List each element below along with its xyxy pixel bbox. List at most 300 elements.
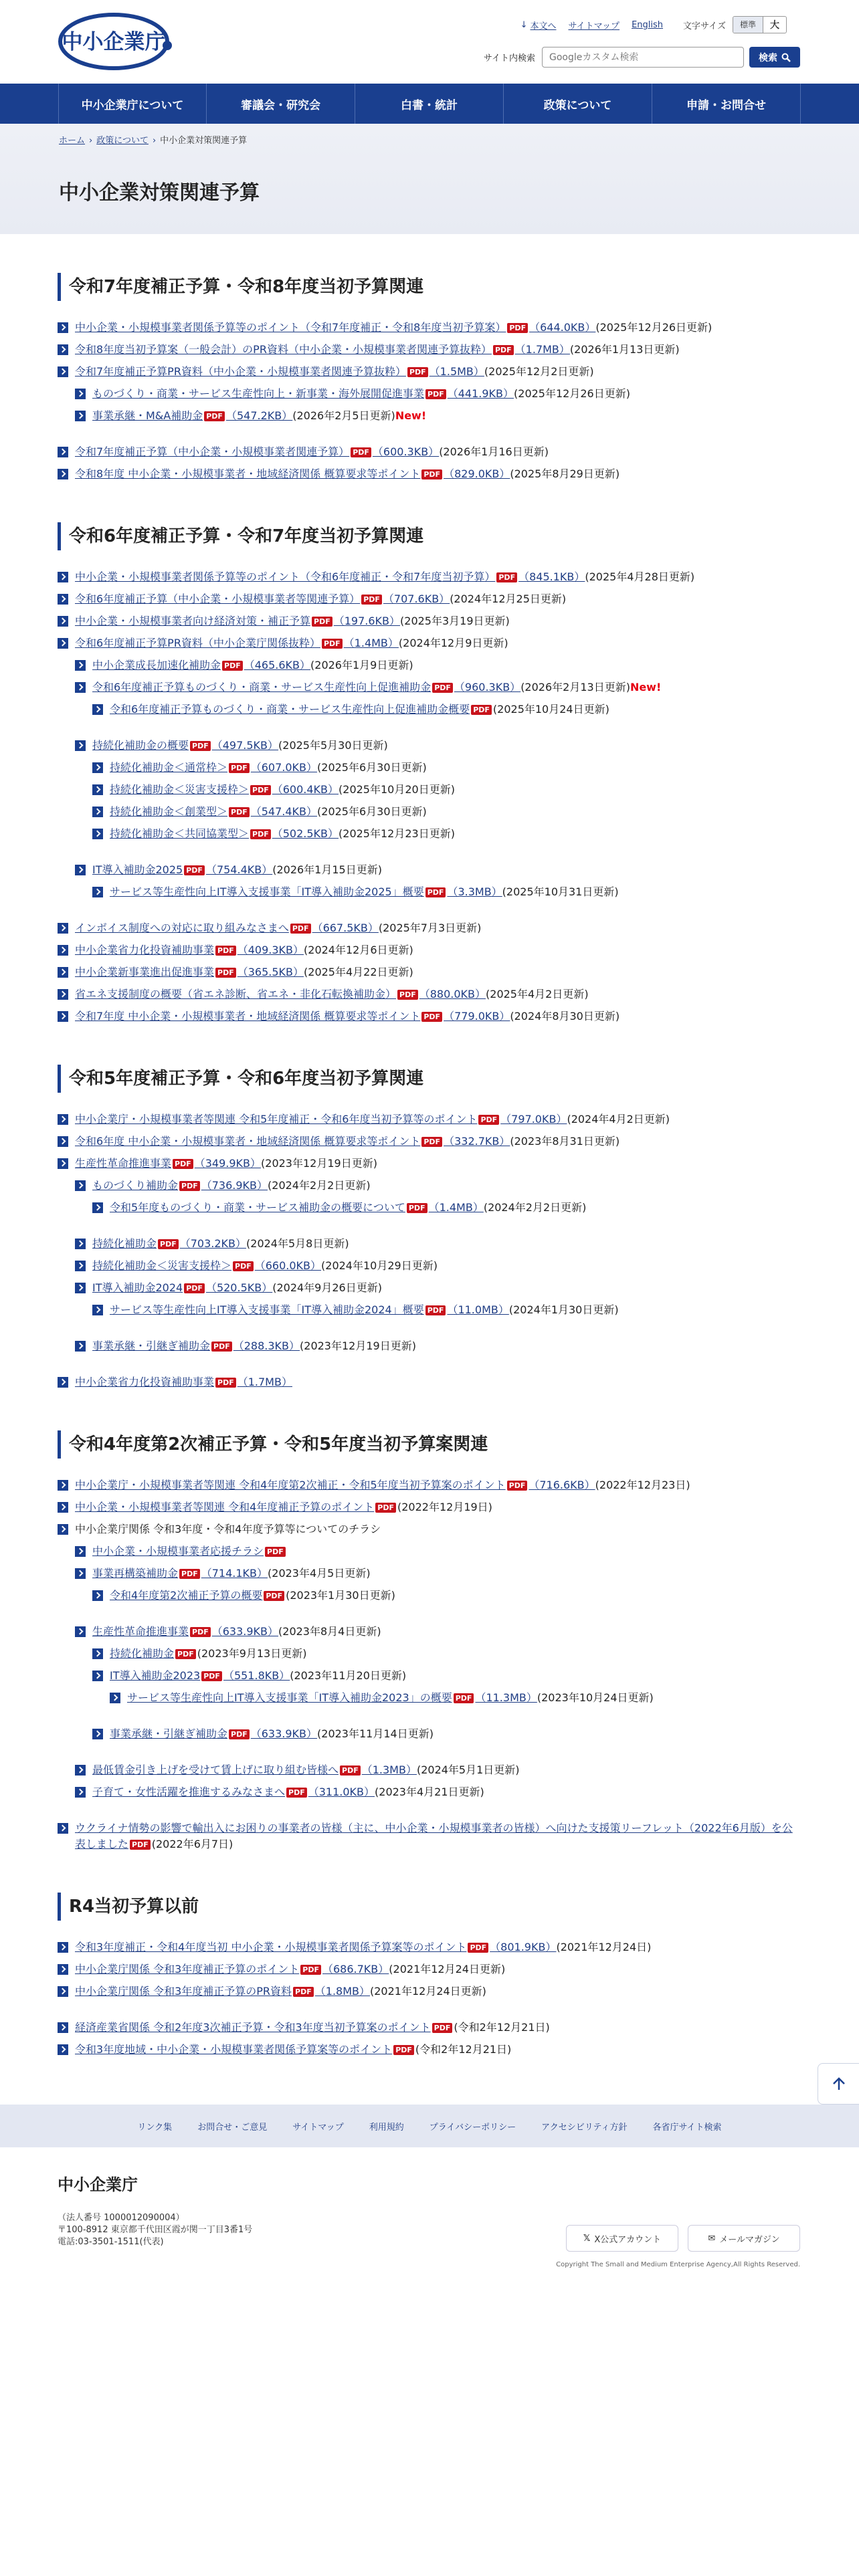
document-link[interactable]: 令和7年度補正予算PR資料（中小企業・小規模事業者関連予算抜粋） — [75, 365, 406, 378]
list-item — [92, 1668, 801, 1706]
file-size[interactable]: （1.8MB） — [314, 1985, 370, 1998]
pdf-icon: PDF — [421, 1137, 442, 1147]
breadcrumb-policy[interactable]: 政策について — [96, 136, 149, 146]
file-size[interactable]: （633.9KB） — [211, 1625, 279, 1638]
pdf-icon: PDF — [425, 1305, 446, 1315]
document-link[interactable]: 事業承継・引継ぎ補助金 — [92, 1339, 211, 1352]
nav-item-3[interactable]: 政策について — [504, 84, 652, 124]
document-link[interactable]: 令和5年度ものづくり・商業・サービス補助金の概要について — [110, 1201, 405, 1214]
file-size[interactable]: （660.0KB） — [254, 1259, 322, 1272]
corporate-number: （法人番号 1000012090004） — [58, 2213, 185, 2223]
update-date: (2023年11月20日更新) — [290, 1669, 407, 1682]
list-item — [58, 320, 801, 336]
search-input[interactable] — [542, 47, 744, 68]
update-date: (2025年10月20日更新) — [339, 783, 455, 796]
section-heading: 令和6年度補正予算・令和7年度当初予算関連 — [58, 522, 801, 550]
document-link[interactable]: インボイス制度への対応に取り組みなさまへ — [75, 922, 289, 934]
update-date: (2024年12月6日更新) — [304, 944, 413, 956]
update-date: (2025年10月24日更新) — [492, 703, 609, 716]
document-link[interactable]: 中小企業・小規模事業者関係予算等のポイント（令和7年度補正・令和8年度当初予算案） — [75, 321, 506, 334]
page-title: 中小企業対策関連予算 — [59, 181, 260, 205]
font-size-switch — [733, 16, 787, 33]
document-link[interactable]: 中小企業庁・小規模事業者等関連 令和5年度補正・令和6年度当初予算等のポイント — [75, 1113, 478, 1125]
list-item — [58, 1156, 801, 1354]
document-link[interactable]: 事業再構築補助金 — [92, 1567, 179, 1580]
update-date: (2026年1月16日更新) — [439, 445, 549, 458]
footer-link-2[interactable]: サイトマップ — [292, 2122, 344, 2133]
link-list — [110, 1690, 801, 1706]
pdf-icon: PDF — [340, 1765, 361, 1776]
file-size[interactable]: （667.5KB） — [312, 922, 379, 934]
file-size[interactable]: （441.9KB） — [447, 387, 514, 400]
file-size[interactable]: （465.6KB） — [244, 659, 311, 671]
pdf-icon: PDF — [393, 2045, 414, 2055]
page-hero — [0, 124, 859, 234]
update-date: (2023年8月4日更新) — [278, 1625, 381, 1638]
update-date: (2021年12月24日更新) — [389, 1963, 506, 1975]
update-date: (2025年7月3日更新) — [378, 922, 482, 934]
list-item — [58, 1939, 801, 1955]
list-item — [75, 1762, 801, 1778]
x-account-label: X公式アカウント — [594, 2234, 662, 2245]
update-date: (2025年4月2日更新) — [486, 988, 589, 1000]
file-size[interactable]: （736.9KB） — [201, 1179, 268, 1192]
update-date: (令和2年12月21日) — [415, 2043, 512, 2056]
pdf-icon: PDF — [361, 595, 382, 605]
footer-link-1[interactable]: お問合せ・ご意見 — [197, 2122, 268, 2133]
back-to-top-button[interactable] — [818, 2063, 859, 2105]
budget-section — [58, 1893, 801, 2058]
file-size[interactable]: （600.4KB） — [272, 783, 339, 796]
footer-link-0[interactable]: リンク集 — [137, 2122, 173, 2133]
link-list — [92, 1200, 801, 1216]
update-date: (2025年12月26日更新) — [595, 321, 712, 334]
chevron-right-icon: › — [89, 136, 93, 146]
update-date: (2025年12月26日更新) — [514, 387, 630, 400]
mail-magazine-button[interactable] — [688, 2225, 800, 2252]
update-date: (2025年6月30日更新) — [317, 805, 427, 818]
list-item — [58, 920, 801, 936]
arrow-up-icon — [832, 2076, 846, 2091]
list-item — [92, 804, 801, 820]
file-size[interactable]: （349.9KB） — [194, 1157, 262, 1170]
file-size[interactable]: （880.0KB） — [419, 988, 486, 1000]
update-date: (2022年12月23日) — [595, 1479, 690, 1491]
document-link[interactable]: 中小企業・小規模事業者関係予算等のポイント（令和6年度補正・令和7年度当初予算） — [75, 570, 496, 583]
link-list — [58, 1939, 801, 2000]
file-size[interactable]: （633.9KB） — [250, 1727, 318, 1740]
document-link[interactable]: 令和8年度 中小企業・小規模事業者・地域経済関係 概算要求等ポイント — [75, 467, 421, 480]
document-link[interactable]: 中小企業庁関係 令和3年度補正予算のポイント — [75, 1963, 300, 1975]
document-link[interactable]: 生産性革命推進事業 — [92, 1625, 189, 1638]
sitemap-link[interactable]: サイトマップ — [568, 21, 620, 31]
document-link[interactable]: ものづくり・商業・サービス生産性向上・新事業・海外展開促進事業 — [92, 387, 425, 400]
phone-number: 電話:03-3501-1511(代表) — [58, 2237, 164, 2247]
section-heading: 令和7年度補正予算・令和8年度当初予算関連 — [58, 273, 801, 301]
update-date: (2025年4月28日更新) — [585, 570, 695, 583]
list-item — [58, 613, 801, 629]
file-size[interactable]: （197.6KB） — [333, 615, 401, 627]
document-link[interactable]: 中小企業省力化投資補助事業 — [75, 944, 215, 956]
document-link[interactable]: 中小企業省力化投資補助事業 — [75, 1376, 215, 1388]
mail-icon: ✉ — [708, 2233, 716, 2244]
list-item — [110, 1690, 801, 1706]
pdf-icon: PDF — [229, 1729, 250, 1739]
file-size[interactable]: （754.4KB） — [205, 863, 273, 876]
document-link[interactable]: 持続化補助金 — [110, 1647, 175, 1660]
document-link[interactable]: 令和3年度地域・中小企業・小規模事業者関係予算案等のポイント — [75, 2043, 393, 2056]
list-item — [92, 1302, 801, 1318]
update-date: (2025年8月29日更新) — [510, 467, 620, 480]
update-date: (2023年10月24日更新) — [537, 1691, 654, 1704]
file-size[interactable]: （11.3MB） — [475, 1691, 537, 1704]
document-link[interactable]: 省エネ支援制度の概要（省エネ診断、省エネ・非化石転換補助金） — [75, 988, 397, 1000]
copyright: Copyright The Small and Medium Enterprise Agency,All Rights Reserved. — [556, 2261, 800, 2268]
document-link[interactable]: IT導入補助金2025 — [92, 863, 183, 876]
file-size[interactable]: （707.6KB） — [383, 593, 450, 605]
list-item — [58, 1961, 801, 1977]
update-date: (2023年8月31日更新) — [510, 1135, 620, 1148]
file-size[interactable]: （547.2KB） — [225, 409, 293, 422]
search-label: サイト内検索 — [483, 53, 535, 64]
list-item — [58, 942, 801, 958]
link-list — [75, 1543, 801, 1800]
document-link[interactable]: 中小企業庁・小規模事業者等関連 令和4年度第2次補正・令和5年度当初予算案のポイント — [75, 1479, 506, 1491]
document-link[interactable]: 最低賃金引き上げを受けて賃上げに取り組む皆様へ — [92, 1763, 339, 1776]
file-size[interactable]: （644.0KB） — [529, 321, 596, 334]
link-list — [92, 702, 801, 718]
postal-address: 〒100-8912 東京都千代田区霞が関一丁目3番1号 — [58, 2225, 253, 2235]
utility-links — [520, 16, 787, 33]
file-size[interactable]: （960.3KB） — [454, 681, 521, 693]
document-link[interactable]: 事業承継・引継ぎ補助金 — [110, 1727, 228, 1740]
nav-item-2[interactable]: 白書・統計 — [355, 84, 504, 124]
pdf-icon: PDF — [250, 829, 271, 839]
list-item — [92, 884, 801, 900]
file-size[interactable]: （288.3KB） — [233, 1339, 300, 1352]
file-size[interactable]: （520.5KB） — [205, 1281, 273, 1294]
pdf-icon: PDF — [158, 1239, 179, 1249]
document-link[interactable]: 令和6年度補正予算ものづくり・商業・サービス生産性向上促進補助金概要 — [110, 703, 470, 716]
pdf-icon: PDF — [493, 345, 514, 355]
main-content — [0, 273, 859, 2058]
file-size[interactable]: （829.0KB） — [444, 467, 510, 480]
update-date: (2021年12月24日) — [556, 1941, 652, 1953]
update-date: (2024年2月2日更新) — [268, 1179, 371, 1192]
pdf-icon: PDF — [425, 887, 446, 897]
list-item — [75, 657, 801, 673]
list-item — [58, 2042, 801, 2058]
document-link[interactable]: 持続化補助金 — [92, 1237, 157, 1250]
list-item — [75, 738, 801, 842]
file-size[interactable]: （1.4MB） — [428, 1201, 484, 1214]
file-size[interactable]: （1.7MB） — [237, 1376, 292, 1388]
update-date: (2024年8月30日更新) — [510, 1010, 620, 1023]
list-item — [58, 444, 801, 460]
file-size[interactable]: （497.5KB） — [211, 739, 279, 752]
search-icon — [781, 53, 791, 62]
file-size[interactable]: （1.7MB） — [514, 343, 570, 356]
link-list — [58, 920, 801, 1025]
list-item — [58, 1477, 801, 1493]
search-button[interactable] — [749, 47, 800, 68]
pdf-icon: PDF — [190, 1627, 211, 1637]
list-item — [75, 386, 801, 402]
document-link[interactable]: 令和4年度第2次補正予算の概要 — [110, 1589, 263, 1602]
pdf-icon: PDF — [222, 661, 243, 671]
file-size[interactable]: （11.0MB） — [447, 1303, 509, 1316]
update-date: (2023年11月14日更新) — [317, 1727, 434, 1740]
document-link[interactable]: 持続化補助金＜共同協業型＞ — [110, 827, 250, 840]
file-size[interactable]: （703.2KB） — [179, 1237, 247, 1250]
pdf-icon: PDF — [229, 807, 250, 817]
document-link[interactable]: ウクライナ情勢の影響で輸出入にお困りの事業者の皆様（主に、中小企業・小規模事業者の皆様）へ向けた支援策リーフレット（2022年6月版）を公表しました — [75, 1822, 793, 1850]
document-link[interactable]: 中小企業新事業進出促進事業 — [75, 966, 215, 978]
font-size-standard-button[interactable]: 標準 — [733, 17, 763, 33]
file-size[interactable]: （502.5KB） — [272, 827, 339, 840]
document-link[interactable]: 持続化補助金＜災害支援枠＞ — [92, 1259, 232, 1272]
pdf-icon: PDF — [215, 968, 236, 978]
file-size[interactable]: （1.4MB） — [343, 637, 399, 649]
update-date: (2024年9月26日更新) — [272, 1281, 382, 1294]
document-link[interactable]: 子育て・女性活躍を推進するみなさまへ — [92, 1786, 286, 1798]
link-list — [92, 1646, 801, 1742]
file-size[interactable]: （714.1KB） — [201, 1567, 268, 1580]
link-list — [58, 1111, 801, 1354]
list-item — [92, 760, 801, 776]
file-size[interactable]: （1.3MB） — [361, 1763, 417, 1776]
list-item — [58, 635, 801, 900]
list-item — [58, 1111, 801, 1128]
list-item — [58, 591, 801, 607]
section-heading: 令和5年度補正予算・令和6年度当初予算関連 — [58, 1065, 801, 1093]
update-date: (2024年10月29日更新) — [321, 1259, 438, 1272]
document-link[interactable]: サービス等生産性向上IT導入支援事業「IT導入補助金2024」概要 — [110, 1303, 424, 1316]
pdf-icon: PDF — [184, 865, 205, 875]
pdf-icon: PDF — [507, 323, 528, 333]
document-link[interactable]: 令和3年度補正・令和4年度当初 中小企業・小規模事業者関係予算案等のポイント — [75, 1941, 467, 1953]
update-date: (2025年12月2日更新) — [484, 365, 594, 378]
update-date: (2026年1月9日更新) — [310, 659, 413, 671]
link-list — [75, 657, 801, 900]
update-date: (2025年4月22日更新) — [304, 966, 413, 978]
list-item — [58, 986, 801, 1002]
footer-link-5[interactable]: アクセシビリティ方針 — [541, 2122, 628, 2133]
list-item — [58, 1820, 801, 1852]
link-list — [58, 2020, 801, 2058]
nav-item-4[interactable]: 申請・お問合せ — [652, 84, 801, 124]
document-link[interactable]: 令和6年度補正予算（中小企業・小規模事業者等関連予算） — [75, 593, 361, 605]
file-size[interactable]: （332.7KB） — [444, 1135, 510, 1148]
pdf-icon: PDF — [293, 1987, 314, 1997]
link-list — [92, 1588, 801, 1604]
list-item — [75, 1566, 801, 1604]
pdf-icon: PDF — [233, 1261, 254, 1271]
update-date: (2024年12月9日更新) — [398, 637, 508, 649]
footer-links — [0, 2105, 859, 2147]
chevron-right-icon: › — [152, 136, 157, 146]
site-search — [484, 47, 800, 68]
update-date: (2022年12月19日) — [397, 1501, 492, 1513]
list-item — [92, 1200, 801, 1216]
pdf-icon: PDF — [204, 411, 225, 421]
list-item — [58, 569, 801, 585]
list-item — [58, 1008, 801, 1025]
document-link[interactable]: サービス等生産性向上IT導入支援事業「IT導入補助金2025」概要 — [110, 885, 424, 898]
file-size[interactable]: （3.3MB） — [447, 885, 502, 898]
document-link[interactable]: 令和7年度 中小企業・小規模事業者・地域経済関係 概算要求等ポイント — [75, 1010, 421, 1023]
link-list — [58, 320, 801, 424]
link-list — [58, 1374, 801, 1390]
document-link[interactable]: ものづくり補助金 — [92, 1179, 179, 1192]
pdf-icon: PDF — [471, 705, 492, 715]
x-account-button[interactable] — [566, 2225, 678, 2252]
document-link[interactable]: 持続化補助金＜通常枠＞ — [110, 761, 228, 774]
pdf-icon: PDF — [290, 924, 311, 934]
update-date: (2026年1月15日更新) — [272, 863, 382, 876]
pdf-icon: PDF — [179, 1181, 200, 1191]
footer-link-6[interactable]: 各省庁サイト検索 — [652, 2122, 722, 2133]
pdf-icon: PDF — [425, 389, 446, 399]
pdf-icon: PDF — [478, 1115, 499, 1125]
pdf-icon: PDF — [265, 1547, 286, 1557]
file-size[interactable]: （686.7KB） — [322, 1963, 389, 1975]
breadcrumb-home[interactable]: ホーム — [59, 136, 86, 146]
font-size-label: 文字サイズ — [683, 21, 726, 31]
x-logo-icon: 𝕏 — [583, 2233, 591, 2244]
new-badge: New! — [630, 681, 662, 693]
budget-section — [58, 1065, 801, 1390]
skip-to-content-link[interactable]: 本文へ — [530, 21, 557, 31]
list-item — [75, 1258, 801, 1274]
list-item — [75, 408, 801, 424]
search-button-label: 検索 — [759, 52, 777, 64]
pdf-icon: PDF — [300, 1965, 321, 1975]
link-list — [92, 884, 801, 900]
agency-logo[interactable] — [58, 11, 175, 72]
link-list — [58, 1477, 801, 1800]
document-link[interactable]: 中小企業庁関係 令和3年度補正予算のPR資料 — [75, 1985, 292, 1998]
list-item — [58, 1983, 801, 2000]
document-link[interactable]: サービス等生産性向上IT導入支援事業「IT導入補助金2023」の概要 — [127, 1691, 452, 1704]
document-link[interactable]: 持続化補助金＜創業型＞ — [110, 805, 228, 818]
breadcrumb — [59, 133, 247, 146]
update-date: (2023年1月30日更新) — [286, 1589, 395, 1602]
update-date: (2024年12月25日更新) — [450, 593, 567, 605]
file-size[interactable]: （409.3KB） — [237, 944, 304, 956]
section-heading: R4当初予算以前 — [58, 1893, 801, 1921]
document-link[interactable]: 事業承継・M&A補助金 — [92, 409, 203, 422]
document-link[interactable]: 令和6年度補正予算ものづくり・商業・サービス生産性向上促進補助金 — [92, 681, 432, 693]
update-date: (2025年6月30日更新) — [317, 761, 427, 774]
footer-body — [0, 2147, 859, 2435]
file-size[interactable]: （551.8KB） — [223, 1669, 290, 1682]
document-link[interactable]: 持続化補助金＜災害支援枠＞ — [110, 783, 250, 796]
document-link[interactable]: 持続化補助金の概要 — [92, 739, 189, 752]
update-date: (2023年9月13日更新) — [197, 1647, 307, 1660]
pdf-icon: PDF — [190, 741, 211, 751]
document-link[interactable]: IT導入補助金2023 — [110, 1669, 201, 1682]
english-link[interactable]: English — [632, 19, 664, 30]
pdf-icon: PDF — [179, 1569, 200, 1579]
list-item — [92, 826, 801, 842]
font-size-large-button[interactable]: 大 — [763, 17, 786, 33]
list-item — [58, 1499, 801, 1515]
document-link[interactable]: 令和6年度 中小企業・小規模事業者・地域経済関係 概算要求等ポイント — [75, 1135, 421, 1148]
update-date: (2024年5月1日更新) — [416, 1763, 520, 1776]
list-item — [75, 679, 801, 718]
site-header — [0, 0, 859, 84]
pdf-icon: PDF — [407, 367, 428, 377]
file-size[interactable]: （547.4KB） — [250, 805, 318, 818]
budget-section — [58, 522, 801, 1025]
nav-item-0[interactable]: 中小企業庁について — [58, 84, 207, 124]
document-link[interactable]: 令和7年度補正予算（中小企業・小規模事業者関連予算） — [75, 445, 350, 458]
list-item — [75, 1338, 801, 1354]
pdf-icon: PDF — [211, 1341, 232, 1352]
list-item — [92, 1726, 801, 1742]
list-item — [92, 782, 801, 798]
file-size[interactable]: （797.0KB） — [500, 1113, 567, 1125]
document-link[interactable]: IT導入補助金2024 — [92, 1281, 183, 1294]
file-size[interactable]: （365.5KB） — [237, 966, 304, 978]
file-size[interactable]: （600.3KB） — [372, 445, 440, 458]
list-item — [75, 862, 801, 900]
update-date: (2026年2月13日更新) — [520, 681, 630, 693]
list-item — [92, 1588, 801, 1604]
link-list — [58, 444, 801, 482]
file-size[interactable]: （311.0KB） — [308, 1786, 375, 1798]
logo-text: 中小企業庁 — [62, 30, 166, 54]
file-size[interactable]: （845.1KB） — [518, 570, 585, 583]
document-link[interactable]: 中小企業成長加速化補助金 — [92, 659, 221, 671]
document-link[interactable]: 中小企業・小規模事業者等関連 令和4年度補正予算のポイント — [75, 1501, 375, 1513]
link-list — [75, 386, 801, 424]
document-link[interactable]: 中小企業・小規模事業者応援チラシ — [92, 1545, 264, 1558]
file-size[interactable]: （779.0KB） — [444, 1010, 510, 1023]
update-date: (令和2年12月21日) — [454, 2021, 550, 2034]
document-link[interactable]: 中小企業・小規模事業者向け経済対策・補正予算 — [75, 615, 311, 627]
pdf-icon: PDF — [397, 990, 418, 1000]
pdf-icon: PDF — [468, 1943, 488, 1953]
file-size[interactable]: （801.9KB） — [490, 1941, 557, 1953]
new-badge: New! — [395, 409, 427, 422]
update-date: (2025年12月23日更新) — [339, 827, 455, 840]
footer-link-4[interactable]: プライバシーポリシー — [429, 2122, 516, 2133]
document-link[interactable]: 令和6年度補正予算PR資料（中小企業庁関係抜粋） — [75, 637, 320, 649]
footer-link-3[interactable]: 利用規約 — [369, 2122, 404, 2133]
document-link[interactable]: 令和8年度当初予算案（一般会計）のPR資料（中小企業・小規模事業者関連予算抜粋） — [75, 343, 492, 356]
pdf-icon: PDF — [496, 572, 517, 582]
file-size[interactable]: （607.0KB） — [250, 761, 318, 774]
document-link[interactable]: 経済産業省関係 令和2年度3次補正予算・令和3年度当初予算案のポイント — [75, 2021, 431, 2034]
update-date: (2022年6月7日) — [151, 1838, 233, 1850]
update-date: (2025年3月19日更新) — [400, 615, 510, 627]
update-date: (2021年12月24日更新) — [370, 1985, 486, 1998]
arrow-down-icon: ↓ — [520, 19, 528, 30]
update-date: (2025年5月30日更新) — [278, 739, 388, 752]
file-size[interactable]: （1.5MB） — [429, 365, 484, 378]
pdf-icon: PDF — [264, 1591, 284, 1601]
nav-item-1[interactable]: 審議会・研究会 — [207, 84, 355, 124]
list-item — [58, 964, 801, 980]
pdf-icon: PDF — [215, 946, 236, 956]
document-link: 中小企業庁関係 令和3年度・令和4年度予算等についてのチラシ — [75, 1523, 381, 1535]
document-link[interactable]: 生産性革命推進事業 — [75, 1157, 172, 1170]
file-size[interactable]: （716.6KB） — [529, 1479, 595, 1491]
pdf-icon: PDF — [507, 1481, 528, 1491]
update-date: (2024年4月2日更新) — [567, 1113, 670, 1125]
